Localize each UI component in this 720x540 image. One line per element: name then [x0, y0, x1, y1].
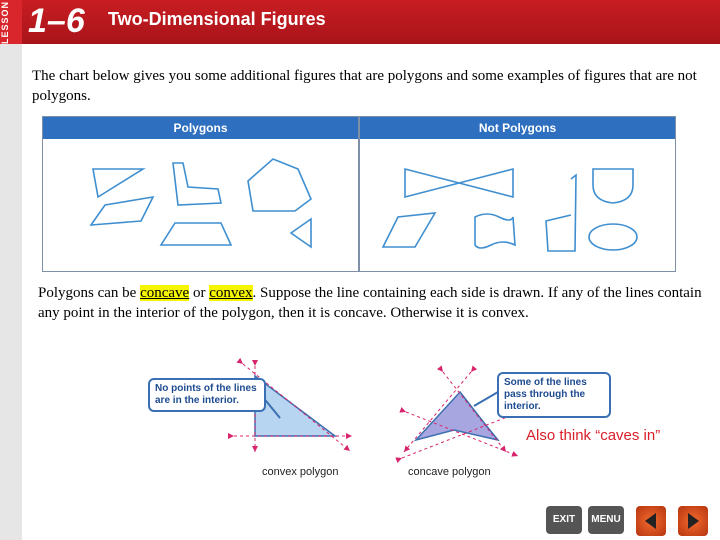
left-arrow-icon [636, 506, 666, 536]
lesson-number: 1–6 [28, 2, 85, 40]
exit-button[interactable]: EXIT [546, 506, 582, 534]
previous-button[interactable] [636, 506, 666, 536]
convex-term: convex [209, 285, 253, 301]
text-part-1: Polygons can be [38, 285, 141, 301]
text-part-2: or [189, 285, 210, 301]
caves-in-note: Also think “caves in” [526, 427, 661, 444]
concave-caption: concave polygon [408, 466, 491, 478]
menu-button[interactable]: MENU [588, 506, 624, 534]
concave-callout-pointer [474, 392, 498, 406]
convex-caption: convex polygon [262, 466, 339, 478]
next-button[interactable] [678, 506, 708, 536]
concave-term: concave [140, 285, 190, 301]
intro-text: The chart below gives you some additional figures that are polygons and some examples of figures that are not polygons. [32, 68, 697, 104]
right-arrow-icon [678, 506, 708, 536]
text-part-3: . Suppose the line containing each side is drawn. If any of the lines contain any point in the interior of the polygon, then it is concave. Otherwise it is convex. [38, 285, 702, 321]
convex-callout: No points of the lines are in the interior. [148, 378, 266, 412]
concave-callout: Some of the lines pass through the interior. [497, 372, 611, 418]
polygons-column-header: Polygons [173, 121, 228, 135]
lesson-tab: LESSON [0, 0, 22, 44]
lesson-title: Two-Dimensional Figures [108, 9, 326, 29]
nav-bar [540, 502, 720, 540]
not-polygons-column-header: Not Polygons [478, 121, 557, 135]
